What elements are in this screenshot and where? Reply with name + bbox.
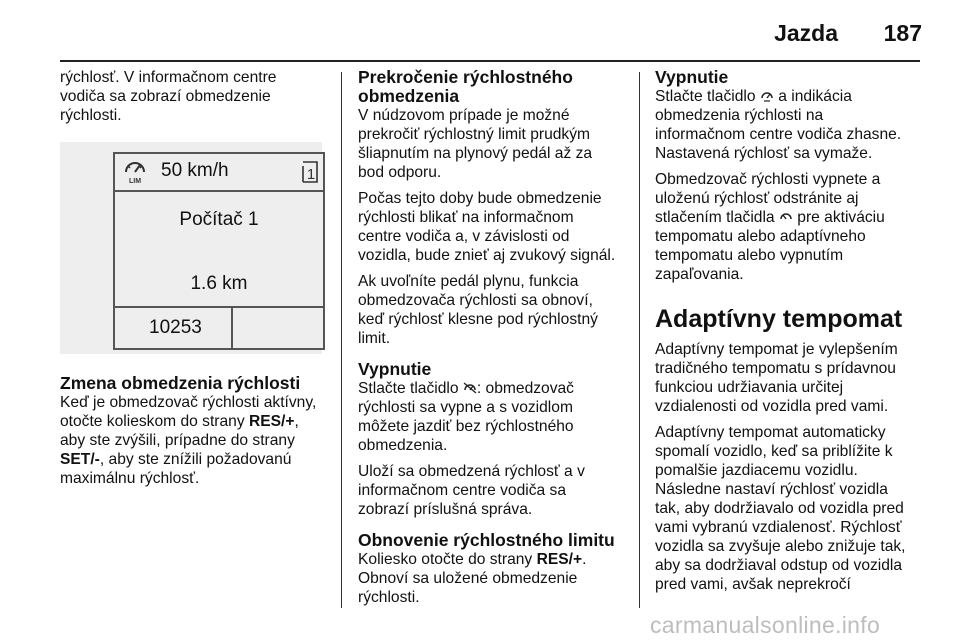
header-divider (60, 60, 920, 62)
section-title: Jazda (774, 20, 838, 46)
page-number: 187 (883, 20, 922, 46)
memory-slot-number: 1 (306, 166, 316, 183)
deactivate-paragraph-2: Uloží sa obmedzená rýchlosť a v informačnom centre vodiča sa zobrazí príslušná správa. (358, 463, 585, 518)
deactivate-text-2: : obmedzovač rýchlosti sa vypne a s vozidlom môžete jazdiť bez rýchlostného obmedzenia. (358, 380, 574, 454)
display-divider-top (115, 190, 323, 192)
change-limit-paragraph (60, 393, 332, 488)
watermark: carmanualsonline.info (650, 612, 881, 638)
column-divider-1 (341, 72, 342, 608)
trip-computer-label: Počítač 1 (179, 209, 259, 230)
display-divider-bottom (115, 306, 323, 308)
column-1 (60, 68, 332, 495)
column-divider-2 (639, 72, 640, 608)
deactivate-heading-2: Vypnutie (655, 67, 729, 87)
deactivate-text-3: Stlačte tlačidlo (655, 88, 760, 105)
speed-limit-value: 50 km/h (161, 160, 229, 181)
display-screen (113, 152, 325, 350)
cruise-control-button-icon (779, 210, 793, 224)
res-plus-label: RES/+ (536, 551, 583, 568)
resume-text-1: Koliesko otočte do strany (358, 551, 537, 568)
deactivate-paragraph-3 (655, 87, 925, 163)
deactivate-paragraph-1 (358, 379, 630, 455)
adaptive-cruise-heading: Adaptívny tempomat (655, 305, 903, 333)
exceed-paragraph-1: V núdzovom prípade je možné prekročiť rýchlostný limit prudkým šliapnutím na plynový pedál až za bod odporu. (358, 107, 593, 181)
page-header (0, 0, 960, 62)
speed-limiter-button-icon (760, 89, 774, 103)
limiter-icon-text: LIM (128, 178, 142, 185)
resume-text-2: . Obnoví sa uložené obmedzenie rýchlosti. (358, 551, 587, 606)
deactivate-text-1: Stlačte tlačidlo (358, 380, 463, 397)
instrument-display-illustration (60, 142, 322, 354)
cancel-limiter-button-icon (463, 381, 477, 395)
column-2 (358, 68, 630, 614)
deactivate-text-6: pre aktiváciu tempomatu alebo adaptívneho tempomatu alebo vypnutím zapaľovania. (655, 209, 885, 283)
adaptive-cruise-paragraph-1: Adaptívny tempomat je vylepšením tradičného tempomatu s prídavnou funkciou udržiavania určitej vzdialenosti od vozidla pred vami. (655, 341, 898, 415)
intro-paragraph: rýchlosť. V informačnom centre vodiča sa zobrazí obmedzenie rýchlosti. (60, 69, 277, 124)
change-text-1: Keď je obmedzovač rýchlosti aktívny, otočte kolieskom do strany (60, 394, 317, 430)
exceed-limit-heading: Prekročenie rýchlostného obmedzenia (358, 67, 573, 106)
memory-slot-icon (301, 160, 319, 184)
column-3 (655, 68, 925, 601)
set-minus-label: SET/- (60, 451, 100, 468)
trip-distance: 1.6 km (190, 273, 248, 294)
exceed-paragraph-2: Počas tejto doby bude obmedzenie rýchlosti blikať na informačnom centre vodiča a, v závislosti od vozidla, bude znieť aj zvukový signál. (358, 190, 616, 264)
adaptive-cruise-paragraph-2: Adaptívny tempomat automaticky spomalí vozidlo, keď sa priblížite k pomalšie jazdiacemu vozidlu. Následne nastaví rýchlosť vozidla tak, aby dodržiavalo od vozidla pred vami vybranú vzdialenosť. Rýchlosť vozidla sa zvyšuje alebo znižuje tak, aby sa dodržiaval odstup od vozidla pred vami, avšak neprekročí (655, 424, 906, 593)
change-limit-heading: Zmena obmedzenia rýchlosti (60, 373, 301, 393)
deactivate-text-4: a indikácia obmedzenia rýchlosti na informačnom centre vodiča zhasne. Nastavená rýchlosť sa vymaže. (655, 88, 902, 162)
deactivate-heading: Vypnutie (358, 359, 432, 379)
resume-limit-heading: Obnovenie rýchlostného limitu (358, 530, 615, 550)
resume-paragraph (358, 550, 630, 607)
deactivate-paragraph-4 (655, 170, 925, 284)
deactivate-text-5: Obmedzovač rýchlosti vypnete a uloženú rýchlosť odstránite aj stlačením tlačidla (655, 171, 881, 226)
change-text-2: , aby ste zvýšili, prípadne do strany (60, 413, 299, 449)
change-text-3: , aby ste znížili požadovanú maximálnu rýchlosť. (60, 451, 292, 487)
exceed-paragraph-3: Ak uvoľníte pedál plynu, funkcia obmedzovača rýchlosti sa obnoví, keď rýchlosť klesne pod rýchlostný limit. (358, 273, 598, 347)
res-plus-label: RES/+ (248, 413, 295, 430)
odometer-value: 10253 (149, 317, 202, 338)
display-divider-vertical (231, 306, 233, 348)
speed-limiter-icon (121, 158, 149, 186)
